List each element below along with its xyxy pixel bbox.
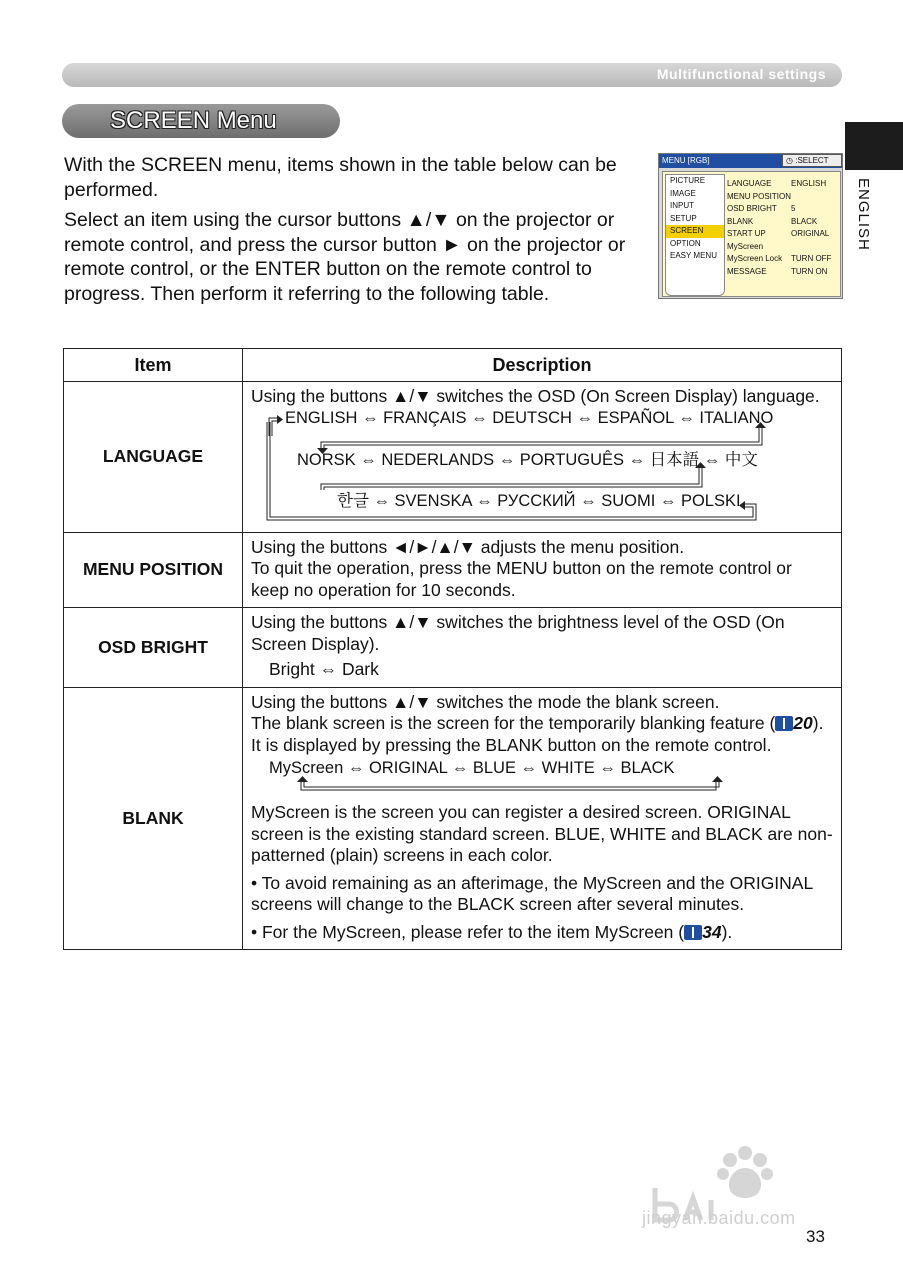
item-menu-position: MENU POSITION bbox=[64, 532, 243, 608]
language-desc-text: Using the buttons ▲/▼ switches the OSD (On Screen Display) language. bbox=[251, 386, 820, 406]
desc-menu-position bbox=[243, 532, 842, 608]
osd-row bbox=[727, 191, 837, 204]
section-title: Multifunctional settings bbox=[656, 66, 826, 82]
osd-bright-cycle: Bright ⇔ Dark bbox=[269, 659, 379, 679]
screen-menu-table bbox=[63, 348, 842, 950]
osd-row-label: START UP bbox=[727, 229, 766, 238]
osd-category-easy-menu: EASY MENU bbox=[670, 251, 717, 260]
osd-row-label: MyScreen Lock bbox=[727, 254, 783, 263]
intro-paragraph-1: With the SCREEN menu, items shown in the table below can be performed. bbox=[64, 154, 617, 201]
section-header-bar bbox=[62, 63, 842, 87]
blank-desc-2a: The blank screen is the screen for the temporarily blanking feature ( bbox=[251, 713, 776, 733]
osd-row-label: BLANK bbox=[727, 216, 754, 226]
osd-category-screen: SCREEN bbox=[666, 225, 724, 238]
osd-row-value: TURN OFF bbox=[791, 254, 832, 263]
osd-select-label: :SELECT bbox=[795, 156, 829, 165]
table-row-language bbox=[64, 382, 842, 533]
table-header-row bbox=[64, 349, 842, 382]
item-blank: BLANK bbox=[64, 687, 243, 950]
osd-row-label: MESSAGE bbox=[727, 266, 767, 276]
osd-category-picture: PICTURE bbox=[670, 176, 706, 185]
book-reference-icon bbox=[684, 925, 702, 940]
language-tab-label: ENGLISH bbox=[855, 178, 872, 251]
osd-category-option: OPTION bbox=[670, 238, 701, 248]
table-row-blank bbox=[64, 687, 842, 950]
osd-row bbox=[727, 253, 837, 266]
osd-title-bar bbox=[659, 154, 842, 168]
watermark-text: jingyan.baidu.com bbox=[642, 1208, 796, 1228]
col-header-item: Item bbox=[64, 349, 243, 382]
osd-row-value: BLACK bbox=[791, 216, 818, 226]
osd-row-value: 5 bbox=[791, 204, 796, 213]
blank-bullet-2b: ). bbox=[721, 921, 733, 942]
menu-position-desc-2: To quit the operation, press the MENU button on the remote control or keep no operation for 10 seconds. bbox=[251, 558, 792, 600]
osd-row bbox=[727, 228, 837, 241]
select-icon: ◷ bbox=[786, 156, 793, 165]
osd-row-label: LANGUAGE bbox=[727, 179, 772, 188]
osd-row bbox=[727, 216, 837, 229]
osd-category-list bbox=[665, 174, 725, 296]
language-cycle-row-3: 한글 ⇔ SVENSKA ⇔ РУССКИЙ ⇔ SUOMI ⇔ POLSKI bbox=[337, 491, 741, 510]
blank-desc-2b: ). It is displayed by pressing the BLANK button on the remote control. bbox=[251, 713, 824, 755]
language-cycle-diagram bbox=[251, 408, 833, 526]
col-header-description: Description bbox=[243, 349, 842, 382]
menu-title-pill bbox=[62, 104, 340, 138]
osd-body bbox=[662, 171, 841, 297]
desc-language bbox=[243, 382, 842, 533]
menu-position-desc-1: Using the buttons ◄/►/▲/▼ adjusts the menu position. bbox=[251, 536, 685, 557]
page-title: SCREEN Menu bbox=[110, 107, 277, 134]
blank-cycle-diagram bbox=[251, 756, 833, 796]
page-reference: 34 bbox=[702, 921, 722, 942]
desc-blank bbox=[243, 687, 842, 950]
osd-menu-screenshot bbox=[658, 153, 843, 299]
osd-category-image: IMAGE bbox=[670, 188, 696, 198]
osd-row-value: ORIGINAL bbox=[791, 229, 830, 238]
blank-bullet-2a: • For the MyScreen, please refer to the item MyScreen ( bbox=[251, 921, 685, 942]
osd-bright-desc: Using the buttons ▲/▼ switches the brightness level of the OSD (On Screen Display). bbox=[251, 612, 785, 654]
osd-row bbox=[727, 241, 837, 254]
table-row-osd-bright bbox=[64, 608, 842, 688]
osd-row-label: MENU POSITION bbox=[727, 191, 792, 201]
osd-title: MENU [RGB] bbox=[662, 156, 710, 165]
language-cycle-row-2: NORSK ⇔ NEDERLANDS ⇔ PORTUGUÊS ⇔ 日本語 ⇔ 中文 bbox=[297, 450, 758, 469]
blank-desc-1: Using the buttons ▲/▼ switches the mode the blank screen. bbox=[251, 691, 720, 712]
language-cycle-row-1: ENGLISH ⇔ FRANÇAIS ⇔ DEUTSCH ⇔ ESPAÑOL ⇔ ITALIANO bbox=[285, 408, 774, 427]
osd-row bbox=[727, 178, 837, 191]
blank-bullet-2 bbox=[251, 922, 833, 944]
intro-paragraph-2: Select an item using the cursor buttons ▲/▼ on the projector or remote control, and press the cursor button ► on the projector or remote control, or the ENTER button on the remote control to progress. Then perform it referring to the following table. bbox=[64, 209, 626, 305]
page-number: 33 bbox=[806, 1227, 825, 1246]
blank-cycle-text: MyScreen ⇔ ORIGINAL ⇔ BLUE ⇔ WHITE ⇔ BLACK bbox=[269, 759, 675, 777]
item-language: LANGUAGE bbox=[64, 382, 243, 533]
desc-osd-bright bbox=[243, 608, 842, 688]
intro-text bbox=[64, 153, 649, 312]
osd-row-label: MyScreen bbox=[727, 241, 764, 251]
blank-desc-2 bbox=[251, 713, 833, 756]
osd-select-hint bbox=[782, 154, 842, 167]
osd-item-list bbox=[727, 178, 837, 278]
item-osd-bright: OSD BRIGHT bbox=[64, 608, 243, 688]
osd-row bbox=[727, 203, 837, 216]
osd-row-value: ENGLISH bbox=[791, 179, 827, 188]
book-reference-icon bbox=[775, 716, 793, 731]
table-row-menu-position bbox=[64, 532, 842, 608]
osd-row-label: OSD BRIGHT bbox=[727, 204, 777, 213]
page-reference: 20 bbox=[793, 713, 813, 733]
osd-category-input: INPUT bbox=[670, 201, 694, 210]
osd-row bbox=[727, 266, 837, 279]
language-tab-block bbox=[845, 122, 903, 170]
osd-row-value: TURN ON bbox=[791, 266, 828, 276]
blank-desc-3: MyScreen is the screen you can register a desired screen. ORIGINAL screen is the existing standard screen. BLUE, WHITE and BLACK are non-patterned (plain) screens in each color. bbox=[251, 802, 833, 865]
blank-bullet-1: • To avoid remaining as an afterimage, the MyScreen and the ORIGINAL screens will change to the BLACK screen after several minutes. bbox=[251, 872, 813, 914]
osd-category-setup: SETUP bbox=[670, 213, 697, 223]
